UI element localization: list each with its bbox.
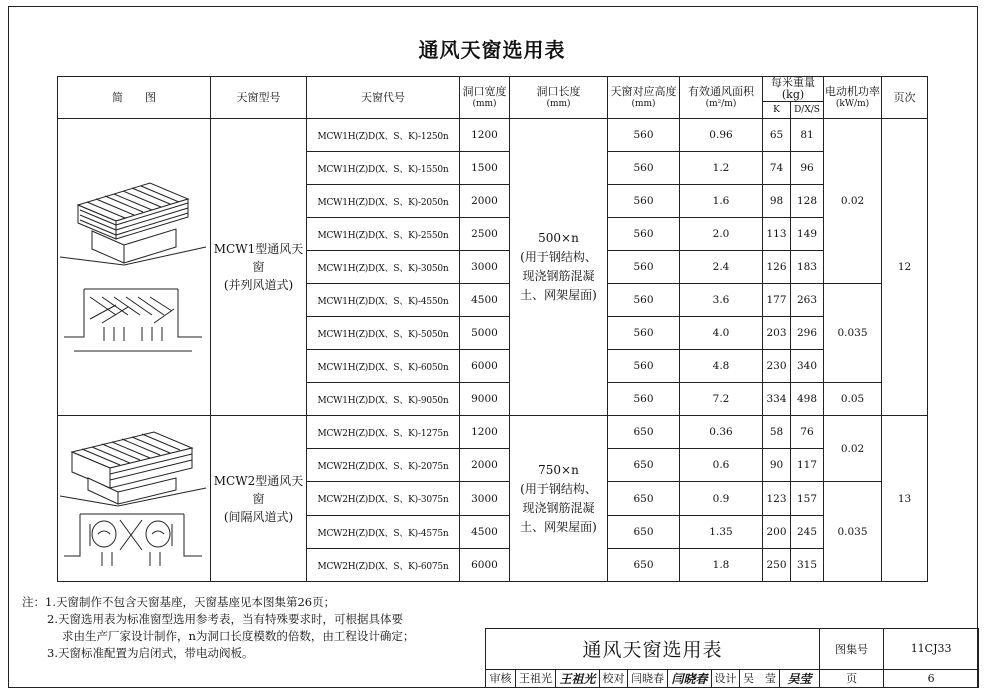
page-ref-cell: 12 (882, 119, 928, 416)
mcw2-length-line: (用于钢结构、 (520, 481, 597, 496)
header-width-unit: (mm) (472, 98, 497, 109)
design-name: 吴 莹 (740, 669, 780, 687)
row-weight-k: 74 (763, 152, 791, 185)
row-height: 560 (608, 218, 680, 251)
row-width: 3000 (460, 482, 510, 516)
row-width: 4500 (460, 284, 510, 317)
row-weight-dxs: 76 (791, 416, 824, 449)
row-weight-k: 98 (763, 185, 791, 218)
row-code: MCW1H(Z)D(X、S、K)-1250n (307, 119, 460, 152)
page-title: 通风天窗选用表 (418, 38, 566, 62)
mcw1-model-type: (并列风道式) (223, 278, 294, 292)
header-area-unit: (m²/m) (705, 98, 737, 109)
header-width-label: 洞口宽度 (462, 84, 507, 98)
row-weight-dxs: 296 (791, 317, 824, 350)
row-area: 0.36 (680, 416, 763, 449)
row-weight-dxs: 498 (791, 383, 824, 416)
row-weight-dxs: 81 (791, 119, 824, 152)
row-width: 9000 (460, 383, 510, 416)
row-weight-k: 126 (763, 251, 791, 284)
row-height: 560 (608, 284, 680, 317)
row-height: 650 (608, 516, 680, 549)
table-row (58, 416, 928, 449)
row-width: 1200 (460, 119, 510, 152)
mcw1-length-line: 500×n (538, 231, 579, 245)
header-diagram: 简 图 (58, 77, 211, 119)
mcw1-length-line: 土、网架屋面) (520, 288, 597, 302)
row-weight-k: 230 (763, 350, 791, 383)
row-weight-dxs: 149 (791, 218, 824, 251)
row-code: MCW1H(Z)D(X、S、K)-1550n (307, 152, 460, 185)
row-area: 4.0 (680, 317, 763, 350)
row-weight-k: 65 (763, 119, 791, 152)
note-line: 求由生产厂家设计制作，n为洞口长度模数的倍数，由工程设计确定； (62, 629, 415, 643)
row-height: 560 (608, 185, 680, 218)
power-cell: 0.035 (824, 284, 882, 383)
mcw2-length-line: 750×n (538, 462, 579, 477)
header-length-label: 洞口长度 (536, 84, 581, 98)
row-area: 1.8 (680, 549, 763, 582)
row-weight-dxs: 245 (791, 516, 824, 549)
row-width: 6000 (460, 549, 510, 582)
row-code: MCW1H(Z)D(X、S、K)-2550n (307, 218, 460, 251)
row-weight-k: 334 (763, 383, 791, 416)
row-area: 4.8 (680, 350, 763, 383)
note-line: 2.天窗选用表为标准窗型选用参考表，当有特殊要求时，可根据具体要 (47, 612, 403, 626)
mcw2-model-cell (211, 416, 307, 582)
review-name: 王祖光 (516, 669, 556, 687)
design-label: 设计 (712, 669, 740, 687)
header-length-unit: (mm) (546, 98, 571, 109)
row-height: 560 (608, 251, 680, 284)
header-height-unit: (mm) (631, 98, 656, 109)
mcw2-diagram-cell (58, 416, 211, 582)
row-weight-k: 200 (763, 516, 791, 549)
header-weight-k: K (763, 102, 791, 119)
mcw1-model-cell (211, 119, 307, 416)
row-width: 2000 (460, 185, 510, 218)
row-area: 7.2 (680, 383, 763, 416)
header-weight-dxs: D/X/S (791, 102, 824, 119)
atlas-label: 图集号 (820, 629, 884, 670)
row-area: 2.4 (680, 251, 763, 284)
row-width: 2000 (460, 449, 510, 482)
row-area: 0.9 (680, 482, 763, 516)
row-weight-dxs: 263 (791, 284, 824, 317)
row-width: 2500 (460, 218, 510, 251)
title-block-title: 通风天窗选用表 (486, 629, 820, 670)
mcw1-length-cell (510, 119, 608, 416)
atlas-number: 11CJ33 (884, 629, 979, 670)
row-weight-dxs: 183 (791, 251, 824, 284)
row-weight-k: 113 (763, 218, 791, 251)
row-weight-k: 203 (763, 317, 791, 350)
row-weight-dxs: 340 (791, 350, 824, 383)
row-code: MCW2H(Z)D(X、S、K)-1275n (307, 416, 460, 449)
row-code: MCW2H(Z)D(X、S、K)-3075n (307, 482, 460, 516)
check-name: 闫晓春 (628, 669, 668, 687)
mcw2-model-name: MCW2型通风天窗 (213, 473, 304, 506)
row-height: 650 (608, 482, 680, 516)
row-weight-k: 250 (763, 549, 791, 582)
row-weight-dxs: 157 (791, 482, 824, 516)
mcw2-length-line: 现浇钢筋混凝 (522, 500, 595, 515)
header-length (510, 77, 608, 119)
header-height-label: 天窗对应高度 (610, 84, 677, 98)
row-height: 650 (608, 549, 680, 582)
check-label: 校对 (600, 669, 628, 687)
page-ref-cell: 13 (882, 416, 928, 582)
row-weight-dxs: 128 (791, 185, 824, 218)
row-area: 2.0 (680, 218, 763, 251)
design-signature: 吴莹 (780, 669, 820, 687)
row-width: 5000 (460, 317, 510, 350)
row-code: MCW1H(Z)D(X、S、K)-4550n (307, 284, 460, 317)
note-line: 注：1.天窗制作不包含天窗基座，天窗基座见本图集第26页； (22, 595, 336, 609)
title-block (485, 628, 979, 688)
row-height: 650 (608, 416, 680, 449)
power-cell: 0.02 (824, 416, 882, 482)
row-area: 1.6 (680, 185, 763, 218)
row-weight-dxs: 96 (791, 152, 824, 185)
header-model: 天窗型号 (211, 77, 307, 119)
review-signature: 王祖光 (556, 669, 600, 687)
row-height: 650 (608, 449, 680, 482)
header-area (680, 77, 763, 119)
page-number: 6 (884, 669, 979, 687)
row-code: MCW1H(Z)D(X、S、K)-6050n (307, 350, 460, 383)
row-weight-k: 58 (763, 416, 791, 449)
header-power-label: 电动机功率 (825, 84, 881, 98)
mcw2-length-line: 土、网架屋面) (520, 519, 597, 534)
mcw2-length-cell (510, 416, 608, 582)
power-cell: 0.02 (824, 119, 882, 284)
notes (22, 594, 414, 662)
check-signature: 闫晓春 (668, 669, 712, 687)
header-page: 页次 (882, 77, 928, 119)
row-weight-k: 177 (763, 284, 791, 317)
row-weight-k: 123 (763, 482, 791, 516)
row-height: 560 (608, 119, 680, 152)
header-area-label: 有效通风面积 (688, 84, 754, 98)
row-weight-k: 90 (763, 449, 791, 482)
row-width: 1500 (460, 152, 510, 185)
row-height: 560 (608, 317, 680, 350)
power-cell: 0.05 (824, 383, 882, 416)
selection-table (57, 76, 928, 582)
mcw1-length-line: (用于钢结构、 (520, 250, 597, 264)
header-power-unit: (kW/m) (835, 98, 870, 109)
row-weight-dxs: 117 (791, 449, 824, 482)
row-area: 1.2 (680, 152, 763, 185)
row-code: MCW2H(Z)D(X、S、K)-4575n (307, 516, 460, 549)
review-label: 审核 (486, 669, 516, 687)
row-width: 1200 (460, 416, 510, 449)
table-row (58, 119, 928, 152)
header-power (824, 77, 882, 119)
row-area: 3.6 (680, 284, 763, 317)
row-weight-dxs: 315 (791, 549, 824, 582)
power-cell: 0.035 (824, 482, 882, 582)
mcw2-skylight-diagram (58, 416, 208, 581)
mcw1-skylight-diagram (58, 147, 208, 387)
row-width: 3000 (460, 251, 510, 284)
mcw2-model-type: (间隔风道式) (223, 509, 294, 524)
row-height: 560 (608, 350, 680, 383)
note-line: 3.天窗标准配置为启闭式，带电动阀板。 (47, 646, 254, 660)
header-code: 天窗代号 (307, 77, 460, 119)
mcw1-model-name: MCW1型通风天窗 (213, 242, 304, 274)
row-area: 0.96 (680, 119, 763, 152)
row-height: 560 (608, 383, 680, 416)
header-width (460, 77, 510, 119)
row-width: 6000 (460, 350, 510, 383)
header-weight: 每米重量(kg) (763, 77, 824, 102)
header-height (608, 77, 680, 119)
mcw1-diagram-cell (58, 119, 211, 416)
row-code: MCW1H(Z)D(X、S、K)-9050n (307, 383, 460, 416)
row-code: MCW1H(Z)D(X、S、K)-2050n (307, 185, 460, 218)
mcw1-length-line: 现浇钢筋混凝 (522, 269, 595, 283)
page-label: 页 (820, 669, 884, 687)
row-code: MCW1H(Z)D(X、S、K)-5050n (307, 317, 460, 350)
row-area: 1.35 (680, 516, 763, 549)
row-code: MCW2H(Z)D(X、S、K)-6075n (307, 549, 460, 582)
row-area: 0.6 (680, 449, 763, 482)
row-width: 4500 (460, 516, 510, 549)
row-code: MCW1H(Z)D(X、S、K)-3050n (307, 251, 460, 284)
row-height: 560 (608, 152, 680, 185)
row-code: MCW2H(Z)D(X、S、K)-2075n (307, 449, 460, 482)
